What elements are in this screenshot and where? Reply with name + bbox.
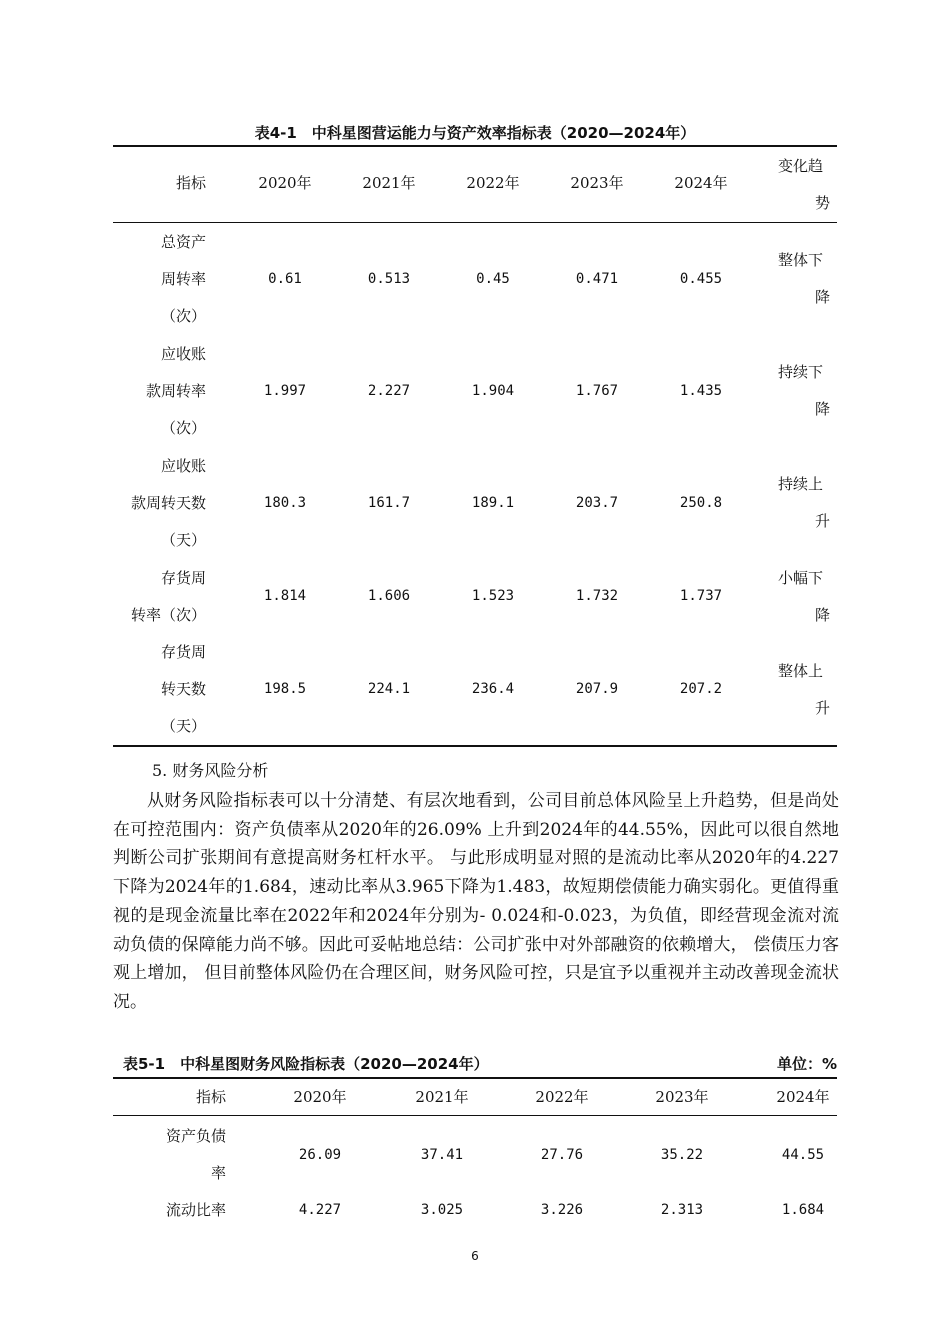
table1-row-indicator-line: （次） — [160, 418, 206, 437]
table2-row-value — [275, 1118, 365, 1192]
table2-row-value — [397, 1191, 487, 1229]
table2-header-year-line: 2023年 — [655, 1087, 709, 1106]
table1-row-trend-line: 降 — [814, 288, 830, 306]
table1-row-indicator-line: （天） — [160, 717, 206, 735]
table1-row-value — [448, 223, 538, 335]
table2-header-year — [397, 1079, 487, 1115]
table1-row-indicator-line: 转天数 — [160, 680, 206, 698]
table1-row-trend — [778, 634, 830, 745]
table1-bottom-rule — [113, 745, 837, 747]
table2-row-value-line: 26.09 — [298, 1146, 342, 1163]
table1-row-indicator-line: 周转率 — [160, 269, 206, 288]
table1-row-value — [240, 223, 330, 335]
table1-row-value-line: 1.606 — [367, 588, 411, 604]
table1-row-value-line: 189.1 — [471, 494, 515, 511]
table1-row-value — [552, 335, 642, 447]
table1-row-indicator — [113, 447, 206, 559]
table1-row-indicator-line: 应收账 — [160, 456, 206, 475]
table1-row-value-line: 1.435 — [679, 382, 723, 399]
table1-row-value — [552, 559, 642, 634]
table2-header-indicator-line: 指标 — [195, 1087, 226, 1106]
table1-row-trend-line: 升 — [814, 698, 830, 717]
table1-row-indicator-line: 应收账 — [160, 344, 206, 363]
table1-row-value-line: 1.997 — [263, 382, 307, 399]
table1-row-value-line: 207.2 — [679, 681, 723, 697]
table1-row-value-line: 1.732 — [575, 588, 619, 604]
table1-row-trend-line: 持续下 — [778, 363, 824, 381]
table2-row-indicator — [145, 1191, 226, 1229]
table2-row-value-line: 3.226 — [540, 1201, 584, 1218]
table1-row-value — [240, 559, 330, 634]
table2-row-value — [275, 1191, 365, 1229]
table2-header-year-line: 2024年 — [776, 1087, 830, 1106]
table2-row-value-line: 2.313 — [660, 1201, 704, 1218]
table1-row-trend — [778, 447, 830, 559]
table1-row-indicator-line: 转率（次） — [130, 605, 206, 624]
table2-row-value — [637, 1191, 727, 1229]
table1-row-value-line: 180.3 — [263, 494, 307, 511]
table1-row-indicator-line: 存货周 — [160, 568, 206, 587]
page-number: 6 — [471, 1249, 479, 1263]
table1-row-trend — [778, 335, 830, 447]
table1-row-value-line: 0.45 — [476, 270, 510, 287]
table1-row-value-line: 1.737 — [679, 588, 723, 604]
table1-row-value-line: 250.8 — [679, 494, 723, 511]
table1-top-rule — [113, 145, 837, 147]
table1-row-value-line: 0.455 — [679, 270, 723, 287]
table1-row-value — [448, 335, 538, 447]
table1-header-year — [552, 165, 642, 202]
table1-header-year — [656, 165, 746, 202]
table1-row-value-line: 1.814 — [263, 588, 307, 604]
table1-row-value — [240, 447, 330, 559]
table1-row-trend-line: 降 — [814, 605, 830, 624]
table1-header-year-line: 2021年 — [362, 174, 416, 192]
table1-caption: 表4-1 中科星图营运能力与资产效率指标表（2020—2024年） — [254, 124, 696, 142]
table1-row-value-line: 203.7 — [575, 494, 619, 511]
table1-row-indicator-line: （天） — [160, 530, 206, 549]
table2-row-value — [517, 1118, 607, 1192]
table1-row-indicator — [113, 559, 206, 634]
table1-header-year — [448, 165, 538, 202]
table2-row-value — [397, 1118, 487, 1192]
table2-row-value-line: 27.76 — [540, 1146, 584, 1163]
table1-row-trend-line: 小幅下 — [778, 568, 824, 587]
table2-header-year — [517, 1079, 607, 1115]
table2-row-value — [517, 1191, 607, 1229]
table2-row-value — [758, 1118, 848, 1192]
table2-header-year — [637, 1079, 727, 1115]
table1-row-indicator-line: 存货周 — [160, 643, 206, 661]
table1-row-trend-line: 升 — [814, 512, 830, 530]
table1-row-trend — [778, 223, 830, 335]
table1-row-value-line: 1.523 — [471, 588, 515, 604]
table2-header-year-line: 2022年 — [535, 1087, 589, 1106]
table1-row-indicator — [113, 634, 206, 745]
table1-header-year-line: 2023年 — [570, 174, 624, 192]
table1-row-trend-line: 整体下 — [778, 251, 824, 269]
table1-row-value — [552, 634, 642, 745]
table2-header-year — [758, 1079, 848, 1115]
table1-header-trend-line: 变化趋 — [778, 156, 824, 175]
table1-row-indicator-line: （次） — [160, 306, 206, 325]
table1-header-year-line: 2020年 — [258, 174, 312, 192]
table1-row-trend-line: 整体上 — [778, 661, 824, 680]
section-title: 5. 财务风险分析 — [152, 761, 269, 780]
table1-row-value — [448, 634, 538, 745]
table1-row-value-line: 0.471 — [575, 270, 619, 287]
table2-unit: 单位：% — [776, 1055, 837, 1073]
table2-row-indicator — [145, 1118, 226, 1192]
table1-row-value — [448, 447, 538, 559]
table1-row-value — [552, 223, 642, 335]
table1-row-value — [656, 634, 746, 745]
table1-row-indicator-line: 款周转率 — [145, 381, 206, 400]
table1-row-value — [344, 223, 434, 335]
table2-caption: 表5-1 中科星图财务风险指标表（2020—2024年） — [123, 1055, 489, 1073]
table1-row-trend-line: 持续上 — [778, 475, 824, 493]
table2-row-value-line: 37.41 — [420, 1146, 464, 1163]
table1-row-value — [656, 335, 746, 447]
table1-row-value-line: 2.227 — [367, 382, 411, 399]
table2-row-value-line: 1.684 — [781, 1201, 825, 1218]
table2-row-value — [637, 1118, 727, 1192]
table2-row-value-line: 35.22 — [660, 1146, 704, 1163]
table1-row-value-line: 1.904 — [471, 382, 515, 399]
table1-row-value — [344, 559, 434, 634]
table1-header-year — [240, 165, 330, 202]
table2-row-indicator-line: 率 — [210, 1164, 226, 1182]
table1-header-year-line: 2024年 — [674, 174, 728, 192]
table1-row-value-line: 0.513 — [367, 270, 411, 287]
table1-row-value — [656, 447, 746, 559]
table2-header-year — [275, 1079, 365, 1115]
table1-header-indicator — [140, 165, 206, 202]
table1-row-indicator-line: 总资产 — [160, 232, 206, 251]
table1-row-value — [656, 223, 746, 335]
table1-row-value — [240, 634, 330, 745]
table1-row-value-line: 236.4 — [471, 681, 515, 697]
table1-row-trend — [778, 559, 830, 634]
table1-row-indicator-line: 款周转天数 — [130, 493, 206, 512]
table1-row-trend-line: 降 — [814, 400, 830, 418]
table1-header-year-line: 2022年 — [466, 174, 520, 192]
table2-row-indicator-line: 流动比率 — [165, 1200, 226, 1219]
table1-row-value — [344, 335, 434, 447]
table1-header-indicator-line: 指标 — [175, 174, 206, 192]
table1-row-value — [656, 559, 746, 634]
table1-row-value-line: 161.7 — [367, 494, 411, 511]
table1-row-value-line: 224.1 — [367, 681, 411, 697]
table2-header-indicator — [160, 1079, 226, 1115]
table1-row-value — [344, 447, 434, 559]
table2-header-year-line: 2020年 — [293, 1087, 347, 1106]
table1-row-value-line: 1.767 — [575, 382, 619, 399]
table1-header-trend-line: 势 — [814, 193, 830, 212]
table2-row-value-line: 4.227 — [298, 1201, 342, 1218]
table1-row-value — [552, 447, 642, 559]
table1-row-value-line: 0.61 — [268, 270, 302, 287]
table2-row-value — [758, 1191, 848, 1229]
table1-header-year — [344, 165, 434, 202]
table1-row-indicator — [113, 223, 206, 335]
table1-row-value — [344, 634, 434, 745]
table1-row-value — [448, 559, 538, 634]
table1-header-trend — [778, 147, 830, 222]
table2-row-indicator-line: 资产负债 — [165, 1127, 226, 1145]
table2-header-year-line: 2021年 — [415, 1087, 469, 1106]
table1-row-indicator — [113, 335, 206, 447]
table1-row-value-line: 207.9 — [575, 681, 619, 697]
section-paragraph: 从财务风险指标表可以十分清楚、有层次地看到，公司目前总体风险呈上升趋势，但是尚处在可控范围内：资产负债率从2020年的26.09% 上升到2024年的44.55%，因此可以很自然地判断公司扩张期间有意提高财务杠杆水平。 与此形成明显对照的是流动比率从2020年的4.227下降为2024年的1.684，速动比率从3.965下降为1.483，故短期偿债能力确实弱化。更值得重视的是现金流量比率在2022年和2024年分别为- 0.024和-0.023，为负值，即经营现金流对流动负债的保障能力尚不够。因此可妥帖地总结：公司扩张中对外部融资的依赖增大， 偿债压力客观上增加， 但目前整体风险仍在合理区间，财务风险可控，只是宜予以重视并主动改善现金流状况。 — [113, 791, 839, 1012]
table2-row-value-line: 3.025 — [420, 1201, 464, 1218]
table2-row-value-line: 44.55 — [781, 1146, 825, 1163]
table1-row-value — [240, 335, 330, 447]
table1-row-value-line: 198.5 — [263, 681, 307, 697]
